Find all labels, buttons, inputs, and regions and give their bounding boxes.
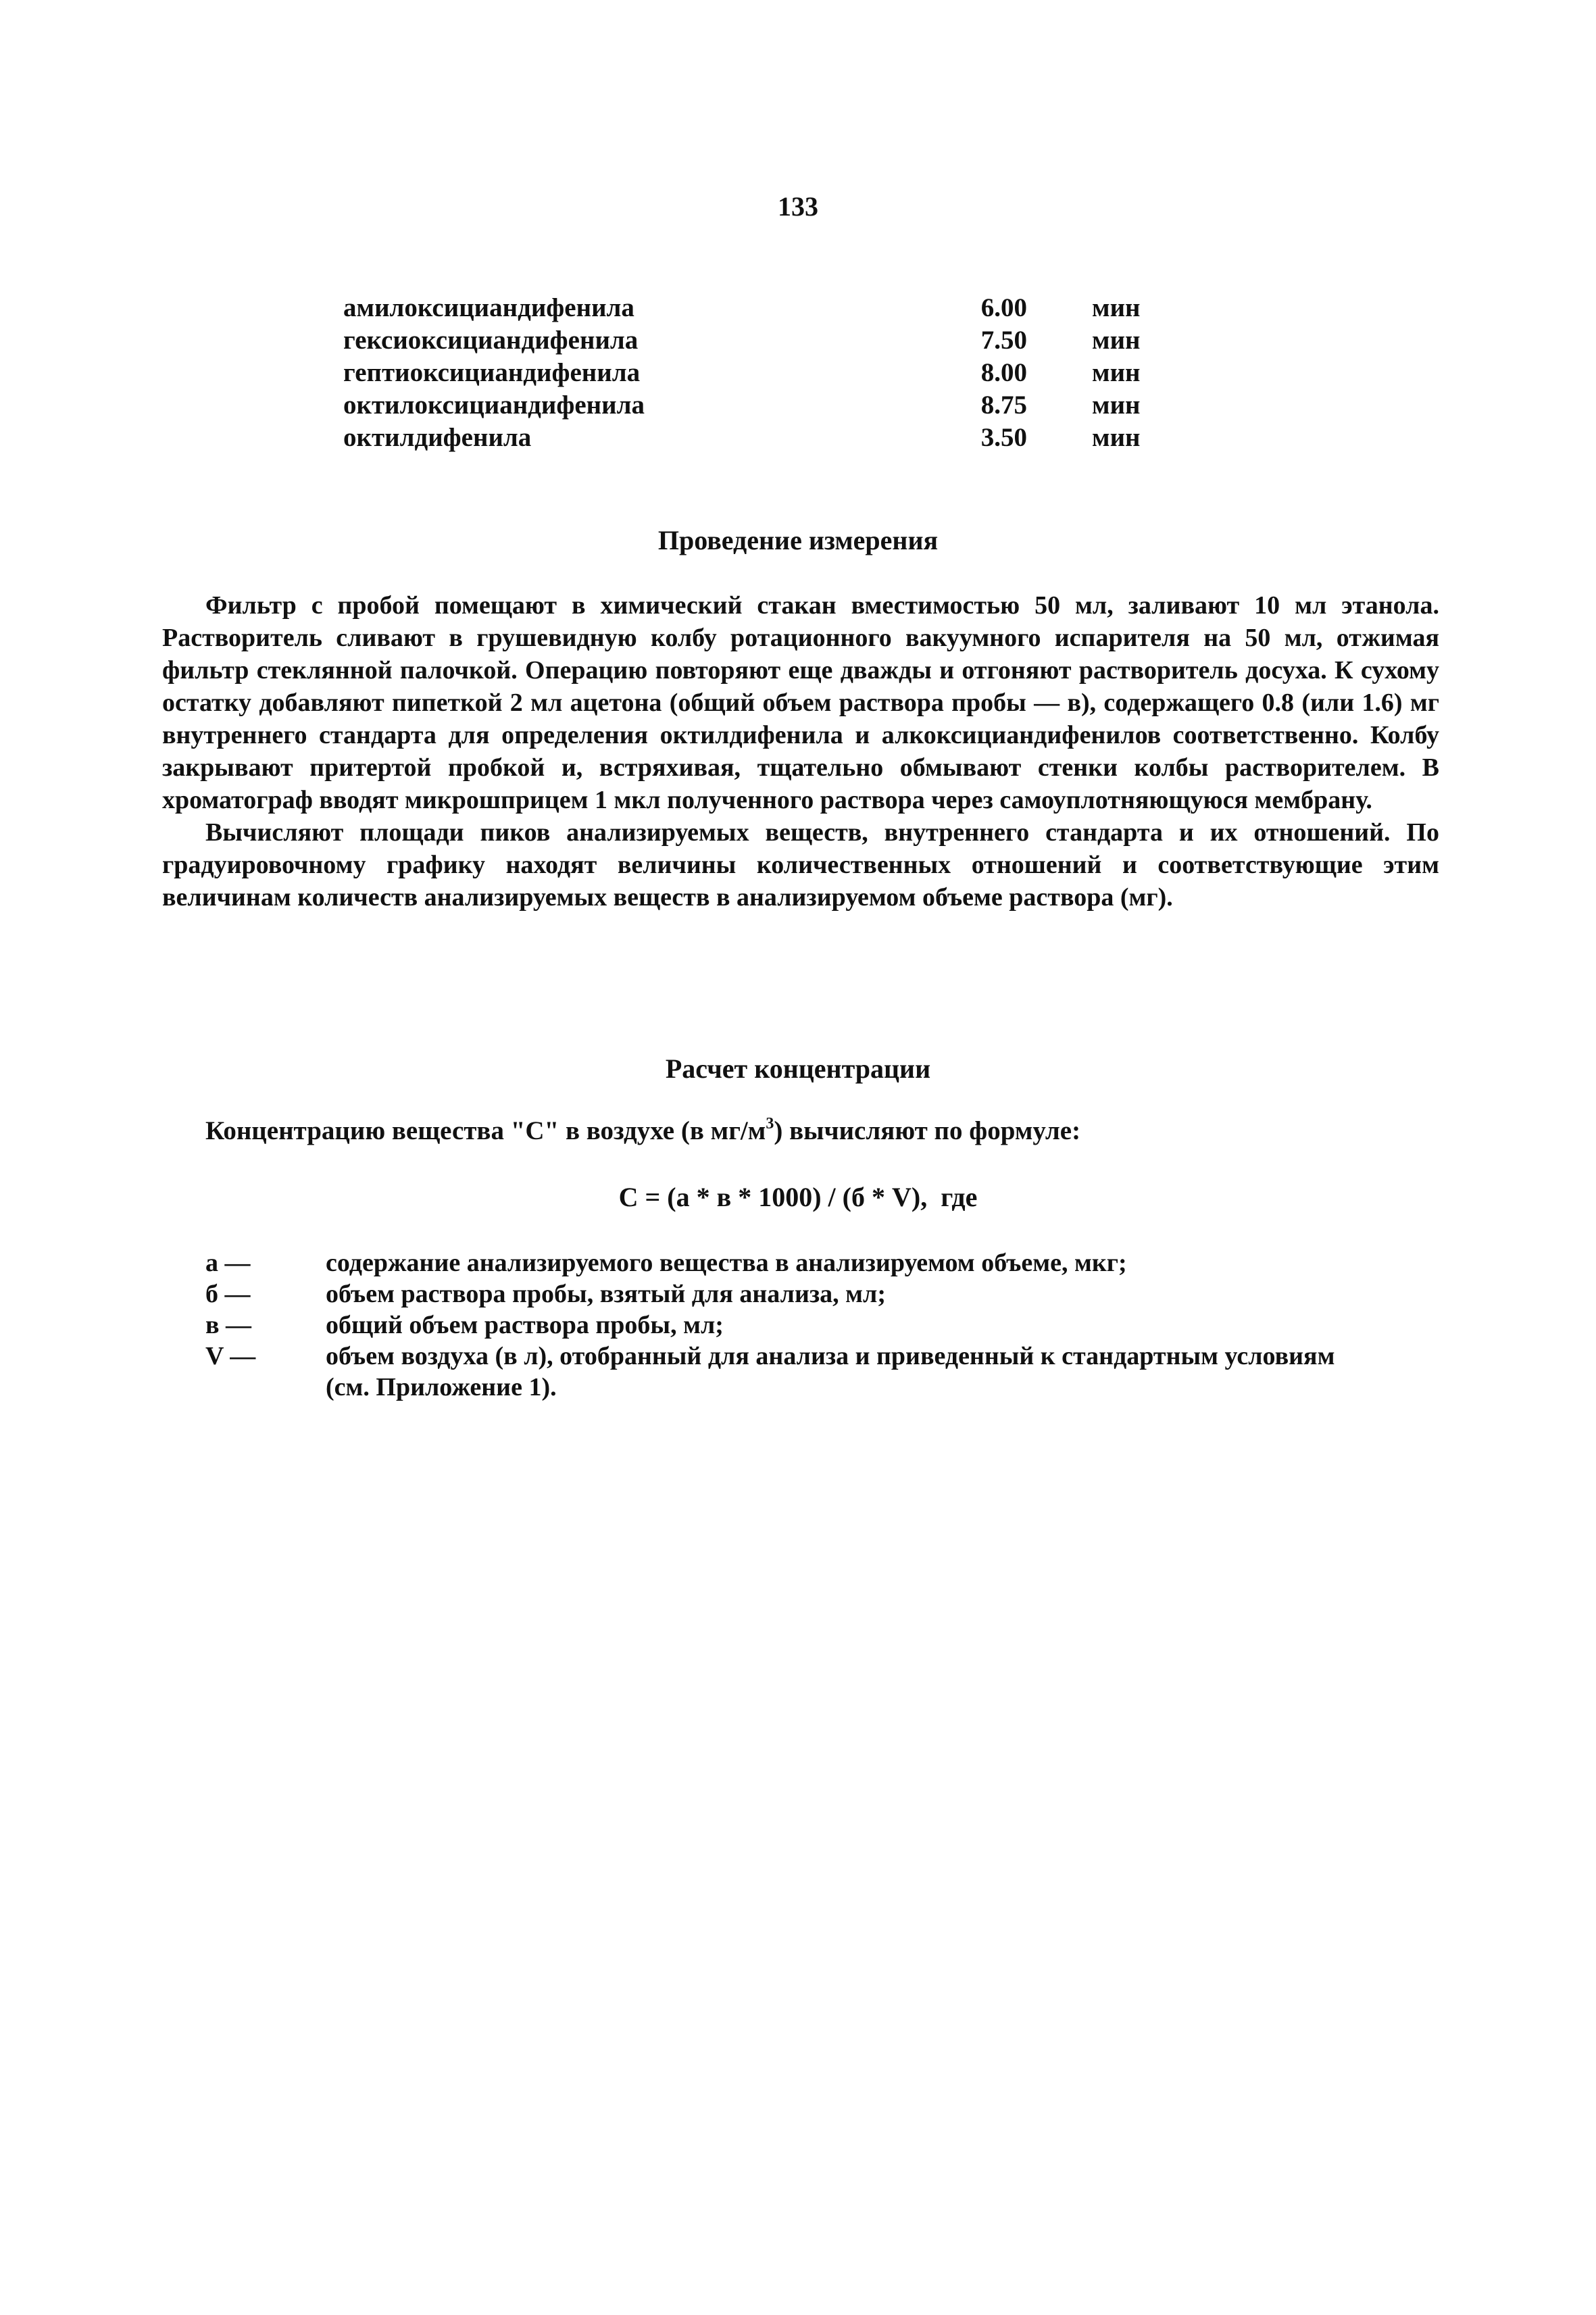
formula-suffix: где bbox=[941, 1182, 978, 1212]
retention-row bbox=[343, 422, 1222, 454]
legend-symbol: V — bbox=[205, 1342, 256, 1370]
legend-symbol: а — bbox=[205, 1249, 251, 1277]
measurement-heading: Проведение измерения bbox=[657, 525, 939, 555]
retention-unit: мин bbox=[1092, 293, 1141, 322]
retention-unit: мин bbox=[1092, 423, 1141, 452]
page-number: 133 bbox=[778, 191, 818, 222]
compound-name: октилоксициандифенила bbox=[343, 391, 645, 420]
compound-name: гептиоксициандифенила bbox=[343, 358, 641, 387]
formula-legend bbox=[205, 1247, 1422, 1403]
retention-value: 8.75 bbox=[980, 391, 1027, 420]
legend-description: содержание анализируемого вещества в анализируемом объеме, мкг; bbox=[326, 1249, 1127, 1277]
formula-expression: С = (а * в * 1000) / (б * V), bbox=[618, 1182, 928, 1212]
calculation-heading: Расчет концентрации bbox=[665, 1053, 931, 1084]
legend-row bbox=[205, 1310, 1422, 1341]
retention-row bbox=[343, 292, 1222, 324]
measurement-paragraph: Вычисляют площади пиков анализируемых веществ, внутреннего стандарта и их отношений. По градуировочному графику находят величины количественных отношений и соответствующие этим величинам количеств анализируемых веществ в анализируемом объеме раствора (мг). bbox=[162, 818, 1439, 912]
formula-intro-superscript: 3 bbox=[766, 1115, 774, 1132]
measurement-body bbox=[162, 589, 1439, 914]
legend-description: объем раствора пробы, взятый для анализа, мл; bbox=[326, 1280, 886, 1308]
retention-value: 8.00 bbox=[980, 358, 1027, 387]
retention-unit: мин bbox=[1092, 391, 1141, 420]
retention-value: 3.50 bbox=[980, 423, 1027, 452]
legend-symbol: б — bbox=[205, 1280, 251, 1308]
retention-unit: мин bbox=[1092, 326, 1141, 355]
retention-row bbox=[343, 357, 1222, 389]
compound-name: амилоксициандифенила bbox=[343, 293, 634, 322]
legend-symbol: в — bbox=[205, 1311, 252, 1339]
retention-value: 6.00 bbox=[980, 293, 1027, 322]
measurement-paragraph: Фильтр с пробой помещают в химический стакан вместимостью 50 мл, заливают 10 мл этанола. Растворитель сливают в грушевидную колбу ротационного вакуумного испарителя на 50 мл, отжимая фильтр стеклянной палочкой. Операцию повторяют еще дважды и отгоняют растворитель досуха. К сухому остатку добавляют пипеткой 2 мл ацетона (общий объем раствора пробы — в), содержащего 0.8 (или 1.6) мг внутреннего стандарта для определения октилдифенила и алкоксициандифенилов соответственно. Колбу закрывают притертой пробкой и, встряхивая, тщательно обмывают стенки колбы растворителем. В хроматограф вводят микрошприцем 1 мкл полученного раствора через самоуплотняющуюся мембрану. bbox=[162, 591, 1439, 814]
legend-row bbox=[205, 1278, 1422, 1310]
legend-description: объем воздуха (в л), отобранный для анализа и приведенный к стандартным условиям (см. Приложение 1). bbox=[326, 1342, 1335, 1401]
formula-intro-text-end: ) вычисляют по формуле: bbox=[774, 1116, 1081, 1145]
legend-description: общий объем раствора пробы, мл; bbox=[326, 1311, 724, 1339]
retention-value: 7.50 bbox=[980, 326, 1027, 355]
formula-intro bbox=[205, 1115, 1080, 1146]
concentration-formula bbox=[0, 1181, 1596, 1213]
retention-row bbox=[343, 389, 1222, 422]
retention-row bbox=[343, 324, 1222, 357]
legend-row bbox=[205, 1341, 1422, 1403]
compound-name: октилдифенила bbox=[343, 423, 532, 452]
retention-unit: мин bbox=[1092, 358, 1141, 387]
legend-row bbox=[205, 1247, 1422, 1278]
compound-name: гексиоксициандифенила bbox=[343, 326, 639, 355]
retention-time-table bbox=[343, 292, 1222, 454]
formula-intro-text: Концентрацию вещества "С" в воздухе (в мг/м bbox=[205, 1116, 766, 1145]
